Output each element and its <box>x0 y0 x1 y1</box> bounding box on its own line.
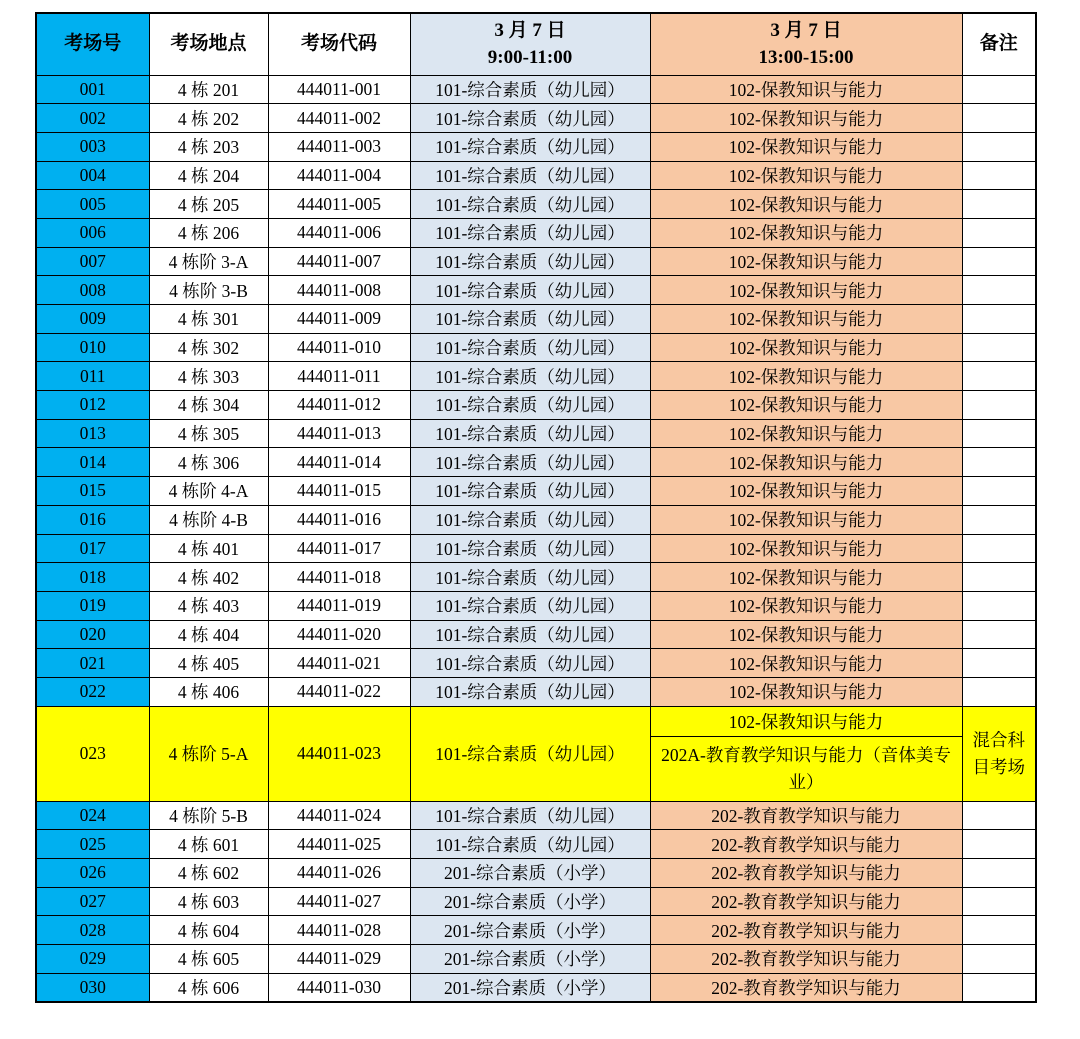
cell-room-number: 005 <box>36 190 149 219</box>
table-row <box>36 132 1036 161</box>
cell-session2: 102-保教知识与能力 <box>650 362 962 391</box>
cell-room-code: 444011-008 <box>268 276 410 305</box>
cell-room-code: 444011-027 <box>268 887 410 916</box>
cell-session1: 201-综合素质（小学） <box>410 916 650 945</box>
cell-room-code: 444011-014 <box>268 448 410 477</box>
cell-session2: 202-教育教学知识与能力 <box>650 801 962 830</box>
cell-room-code: 444011-011 <box>268 362 410 391</box>
cell-session1: 101-综合素质（幼儿园） <box>410 830 650 859</box>
header-room-location: 考场地点 <box>149 13 268 75</box>
cell-remark <box>962 916 1036 945</box>
cell-remark <box>962 830 1036 859</box>
table-row <box>36 391 1036 420</box>
table-row <box>36 887 1036 916</box>
cell-remark <box>962 132 1036 161</box>
cell-session1: 101-综合素质（幼儿园） <box>410 333 650 362</box>
cell-room-location: 4 栋 305 <box>149 419 268 448</box>
header-session2-time: 13:00-15:00 <box>758 47 854 69</box>
cell-room-code: 444011-020 <box>268 620 410 649</box>
cell-room-location: 4 栋 605 <box>149 945 268 974</box>
cell-room-number: 003 <box>36 132 149 161</box>
cell-room-number: 017 <box>36 534 149 563</box>
cell-session1: 101-综合素质（幼儿园） <box>410 801 650 830</box>
cell-remark <box>962 887 1036 916</box>
cell-room-code: 444011-018 <box>268 563 410 592</box>
cell-session1: 201-综合素质（小学） <box>410 945 650 974</box>
table-row <box>36 448 1036 477</box>
cell-remark <box>962 218 1036 247</box>
cell-session1: 101-综合素质（幼儿园） <box>410 75 650 104</box>
cell-session1: 101-综合素质（幼儿园） <box>410 563 650 592</box>
cell-room-number: 019 <box>36 591 149 620</box>
table-row <box>36 505 1036 534</box>
header-session2-date: 3 月 7 日 <box>770 19 842 41</box>
header-room-code: 考场代码 <box>268 13 410 75</box>
cell-session1: 201-综合素质（小学） <box>410 973 650 1002</box>
cell-room-location: 4 栋 201 <box>149 75 268 104</box>
cell-session1: 101-综合素质（幼儿园） <box>410 534 650 563</box>
cell-session2: 202-教育教学知识与能力 <box>650 859 962 888</box>
cell-room-code: 444011-010 <box>268 333 410 362</box>
cell-room-number: 004 <box>36 161 149 190</box>
cell-room-location: 4 栋 403 <box>149 591 268 620</box>
cell-session1: 101-综合素质（幼儿园） <box>410 104 650 133</box>
table-row <box>36 477 1036 506</box>
cell-session2: 102-保教知识与能力 <box>650 448 962 477</box>
cell-remark <box>962 973 1036 1002</box>
header-remark: 备注 <box>962 13 1036 75</box>
cell-room-code: 444011-017 <box>268 534 410 563</box>
cell-remark <box>962 104 1036 133</box>
cell-room-code: 444011-003 <box>268 132 410 161</box>
cell-room-code: 444011-023 <box>268 706 410 801</box>
cell-remark <box>962 247 1036 276</box>
cell-room-code: 444011-001 <box>268 75 410 104</box>
cell-room-code: 444011-029 <box>268 945 410 974</box>
cell-room-code: 444011-015 <box>268 477 410 506</box>
cell-session2: 202-教育教学知识与能力 <box>650 887 962 916</box>
table-row <box>36 973 1036 1002</box>
cell-session1: 101-综合素质（幼儿园） <box>410 448 650 477</box>
cell-room-location: 4 栋 302 <box>149 333 268 362</box>
header-room-number: 考场号 <box>36 13 149 75</box>
cell-session1: 101-综合素质（幼儿园） <box>410 649 650 678</box>
cell-session2: 102-保教知识与能力 <box>650 534 962 563</box>
table-row <box>36 218 1036 247</box>
cell-room-location: 4 栋 406 <box>149 677 268 706</box>
cell-room-code: 444011-013 <box>268 419 410 448</box>
cell-room-number: 008 <box>36 276 149 305</box>
cell-session1: 101-综合素质（幼儿园） <box>410 591 650 620</box>
cell-remark <box>962 505 1036 534</box>
cell-room-location: 4 栋 602 <box>149 859 268 888</box>
table-row <box>36 362 1036 391</box>
cell-session1: 101-综合素质（幼儿园） <box>410 505 650 534</box>
cell-session1: 101-综合素质（幼儿园） <box>410 362 650 391</box>
cell-remark <box>962 362 1036 391</box>
cell-remark <box>962 945 1036 974</box>
table-row <box>36 706 1036 801</box>
table-row <box>36 945 1036 974</box>
cell-room-code: 444011-012 <box>268 391 410 420</box>
cell-session2: 102-保教知识与能力 <box>650 333 962 362</box>
cell-room-code: 444011-005 <box>268 190 410 219</box>
cell-room-code: 444011-009 <box>268 305 410 334</box>
cell-room-location: 4 栋阶 5-B <box>149 801 268 830</box>
cell-remark: 混合科目考场 <box>962 706 1036 801</box>
cell-session1: 101-综合素质（幼儿园） <box>410 305 650 334</box>
cell-room-location: 4 栋 604 <box>149 916 268 945</box>
cell-session1: 101-综合素质（幼儿园） <box>410 247 650 276</box>
table-row <box>36 677 1036 706</box>
cell-room-location: 4 栋阶 5-A <box>149 706 268 801</box>
cell-room-code: 444011-021 <box>268 649 410 678</box>
table-row <box>36 161 1036 190</box>
cell-session2: 102-保教知识与能力 <box>650 161 962 190</box>
cell-room-number: 009 <box>36 305 149 334</box>
cell-session1: 201-综合素质（小学） <box>410 887 650 916</box>
cell-session2: 102-保教知识与能力 <box>650 419 962 448</box>
cell-room-code: 444011-025 <box>268 830 410 859</box>
cell-session2: 102-保教知识与能力 <box>650 391 962 420</box>
cell-remark <box>962 75 1036 104</box>
cell-room-location: 4 栋 304 <box>149 391 268 420</box>
cell-session2: 102-保教知识与能力 <box>650 104 962 133</box>
cell-room-location: 4 栋 303 <box>149 362 268 391</box>
table-body <box>36 75 1036 1002</box>
header-session2 <box>650 13 962 75</box>
cell-remark <box>962 677 1036 706</box>
cell-room-number: 011 <box>36 362 149 391</box>
table-row <box>36 333 1036 362</box>
table-row <box>36 620 1036 649</box>
cell-session2: 102-保教知识与能力 <box>650 247 962 276</box>
cell-room-number: 012 <box>36 391 149 420</box>
cell-session2: 102-保教知识与能力 <box>650 677 962 706</box>
cell-session1: 101-综合素质（幼儿园） <box>410 161 650 190</box>
cell-room-number: 006 <box>36 218 149 247</box>
exam-room-schedule-table <box>35 12 1037 1003</box>
cell-room-location: 4 栋 202 <box>149 104 268 133</box>
cell-room-number: 022 <box>36 677 149 706</box>
cell-room-location: 4 栋 606 <box>149 973 268 1002</box>
cell-room-number: 024 <box>36 801 149 830</box>
cell-session2: 102-保教知识与能力 <box>650 505 962 534</box>
cell-room-location: 4 栋阶 4-A <box>149 477 268 506</box>
cell-remark <box>962 161 1036 190</box>
cell-remark <box>962 391 1036 420</box>
cell-room-location: 4 栋 203 <box>149 132 268 161</box>
table-row <box>36 247 1036 276</box>
cell-room-location: 4 栋 401 <box>149 534 268 563</box>
cell-room-number: 015 <box>36 477 149 506</box>
cell-remark <box>962 477 1036 506</box>
cell-session1: 101-综合素质（幼儿园） <box>410 620 650 649</box>
cell-session2: 102-保教知识与能力 <box>650 620 962 649</box>
table-header <box>36 13 1036 75</box>
cell-remark <box>962 448 1036 477</box>
cell-room-code: 444011-028 <box>268 916 410 945</box>
cell-room-location: 4 栋 306 <box>149 448 268 477</box>
cell-session2: 102-保教知识与能力 <box>650 132 962 161</box>
cell-remark <box>962 859 1036 888</box>
cell-room-number: 030 <box>36 973 149 1002</box>
cell-room-number: 020 <box>36 620 149 649</box>
table-row <box>36 591 1036 620</box>
cell-remark <box>962 801 1036 830</box>
cell-room-number: 014 <box>36 448 149 477</box>
cell-session2: 102-保教知识与能力 <box>650 649 962 678</box>
cell-room-number: 016 <box>36 505 149 534</box>
cell-session2-part2: 202A-教育教学知识与能力（音体美专业） <box>661 744 951 792</box>
cell-room-location: 4 栋 601 <box>149 830 268 859</box>
cell-remark <box>962 276 1036 305</box>
cell-room-location: 4 栋阶 3-A <box>149 247 268 276</box>
cell-room-location: 4 栋 603 <box>149 887 268 916</box>
table-row <box>36 305 1036 334</box>
table-row <box>36 104 1036 133</box>
table-row <box>36 190 1036 219</box>
cell-session2: 102-保教知识与能力 <box>650 305 962 334</box>
table-row <box>36 419 1036 448</box>
table-row <box>36 276 1036 305</box>
cell-room-number: 007 <box>36 247 149 276</box>
cell-room-location: 4 栋 402 <box>149 563 268 592</box>
cell-remark <box>962 649 1036 678</box>
cell-room-location: 4 栋阶 4-B <box>149 505 268 534</box>
cell-room-location: 4 栋阶 3-B <box>149 276 268 305</box>
table-row <box>36 859 1036 888</box>
cell-room-code: 444011-026 <box>268 859 410 888</box>
cell-session2-split <box>650 706 962 801</box>
cell-room-number: 018 <box>36 563 149 592</box>
cell-session1: 101-综合素质（幼儿园） <box>410 391 650 420</box>
cell-room-code: 444011-030 <box>268 973 410 1002</box>
cell-session2: 102-保教知识与能力 <box>650 218 962 247</box>
cell-session1: 101-综合素质（幼儿园） <box>410 132 650 161</box>
cell-room-number: 001 <box>36 75 149 104</box>
cell-remark <box>962 419 1036 448</box>
cell-session2: 202-教育教学知识与能力 <box>650 830 962 859</box>
cell-session1: 201-综合素质（小学） <box>410 859 650 888</box>
cell-room-code: 444011-007 <box>268 247 410 276</box>
cell-room-location: 4 栋 205 <box>149 190 268 219</box>
cell-session1: 101-综合素质（幼儿园） <box>410 477 650 506</box>
cell-remark <box>962 305 1036 334</box>
cell-session2: 202-教育教学知识与能力 <box>650 945 962 974</box>
cell-room-location: 4 栋 404 <box>149 620 268 649</box>
table-row <box>36 75 1036 104</box>
cell-room-number: 029 <box>36 945 149 974</box>
cell-room-code: 444011-019 <box>268 591 410 620</box>
table-row <box>36 830 1036 859</box>
cell-room-code: 444011-022 <box>268 677 410 706</box>
cell-session1: 101-综合素质（幼儿园） <box>410 276 650 305</box>
cell-session2-part1: 102-保教知识与能力 <box>651 707 962 737</box>
cell-room-code: 444011-006 <box>268 218 410 247</box>
cell-room-location: 4 栋 405 <box>149 649 268 678</box>
header-row <box>36 13 1036 75</box>
cell-remark <box>962 591 1036 620</box>
table-row <box>36 916 1036 945</box>
cell-room-number: 026 <box>36 859 149 888</box>
cell-session1: 101-综合素质（幼儿园） <box>410 419 650 448</box>
cell-room-number: 010 <box>36 333 149 362</box>
cell-session1: 101-综合素质（幼儿园） <box>410 218 650 247</box>
cell-session2: 102-保教知识与能力 <box>650 276 962 305</box>
cell-session2: 202-教育教学知识与能力 <box>650 916 962 945</box>
cell-room-location: 4 栋 204 <box>149 161 268 190</box>
cell-room-number: 023 <box>36 706 149 801</box>
cell-room-number: 013 <box>36 419 149 448</box>
cell-room-number: 025 <box>36 830 149 859</box>
cell-session1: 101-综合素质（幼儿园） <box>410 677 650 706</box>
cell-session1: 101-综合素质（幼儿园） <box>410 706 650 801</box>
cell-room-location: 4 栋 301 <box>149 305 268 334</box>
cell-room-number: 027 <box>36 887 149 916</box>
cell-room-number: 028 <box>36 916 149 945</box>
table-row <box>36 801 1036 830</box>
cell-session2: 102-保教知识与能力 <box>650 591 962 620</box>
cell-session2: 102-保教知识与能力 <box>650 563 962 592</box>
cell-room-number: 002 <box>36 104 149 133</box>
cell-session2: 102-保教知识与能力 <box>650 477 962 506</box>
header-session1-date: 3 月 7 日 <box>494 19 566 41</box>
cell-remark <box>962 190 1036 219</box>
cell-remark <box>962 620 1036 649</box>
cell-room-code: 444011-002 <box>268 104 410 133</box>
cell-room-location: 4 栋 206 <box>149 218 268 247</box>
cell-session1: 101-综合素质（幼儿园） <box>410 190 650 219</box>
cell-remark <box>962 534 1036 563</box>
cell-room-code: 444011-016 <box>268 505 410 534</box>
exam-room-schedule-sheet <box>35 12 1037 1003</box>
cell-remark <box>962 563 1036 592</box>
cell-room-code: 444011-024 <box>268 801 410 830</box>
table-row <box>36 534 1036 563</box>
cell-session2: 102-保教知识与能力 <box>650 190 962 219</box>
cell-session2: 102-保教知识与能力 <box>650 75 962 104</box>
cell-session2: 202-教育教学知识与能力 <box>650 973 962 1002</box>
table-row <box>36 649 1036 678</box>
cell-remark <box>962 333 1036 362</box>
header-session1-time: 9:00-11:00 <box>487 47 573 69</box>
cell-room-number: 021 <box>36 649 149 678</box>
table-row <box>36 563 1036 592</box>
cell-room-code: 444011-004 <box>268 161 410 190</box>
header-session1 <box>410 13 650 75</box>
